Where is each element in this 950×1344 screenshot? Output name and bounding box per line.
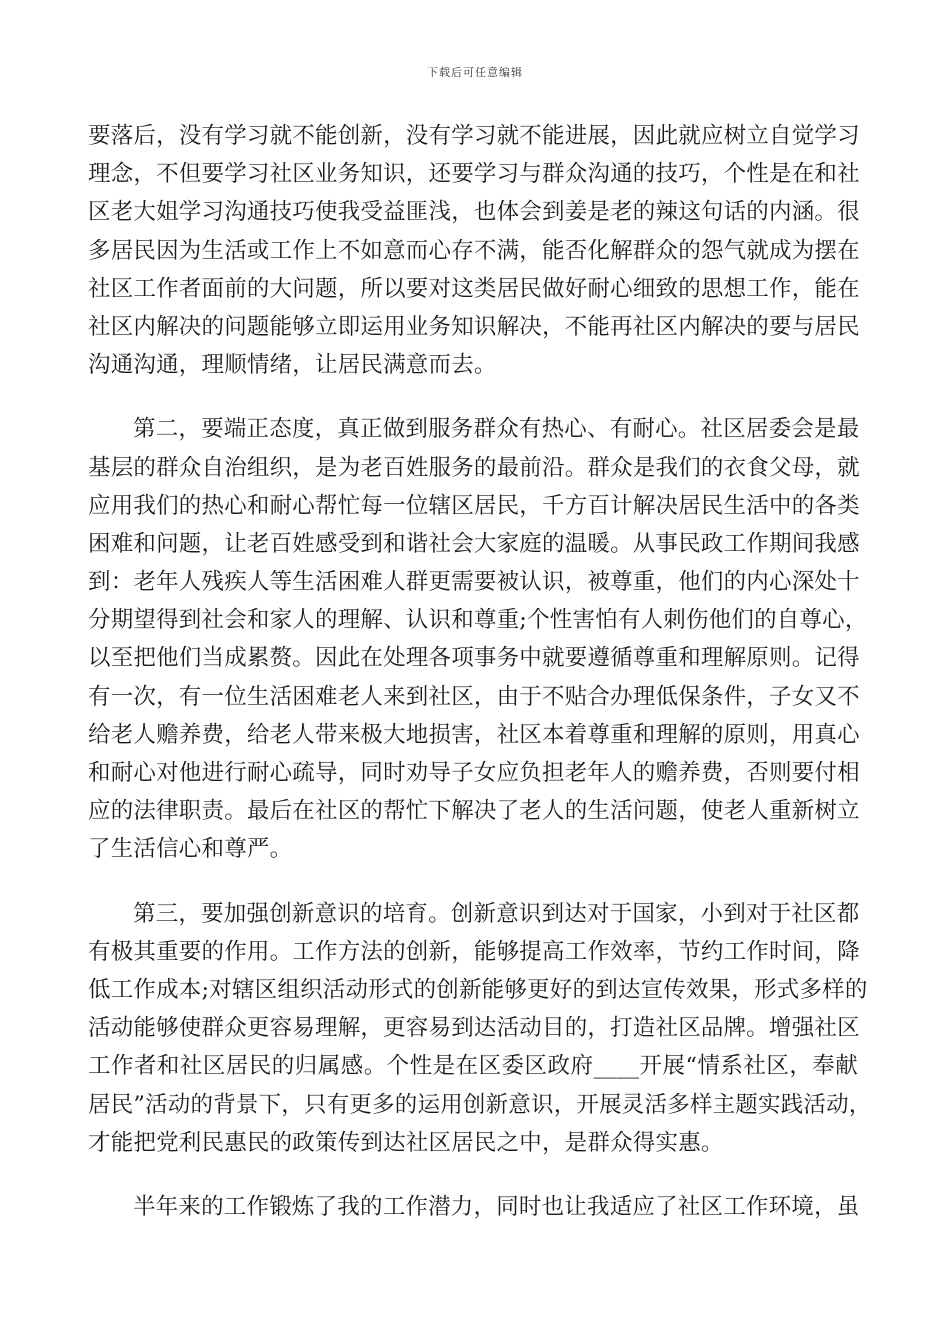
text-line: 活动能够使群众更容易理解，更容易到达活动目的，打造社区品牌。增强社区 <box>88 1015 860 1042</box>
text-line: 了生活信心和尊严。 <box>88 836 293 863</box>
text-line: 多居民因为生活或工作上不如意而心存不满，能否化解群众的怨气就成为摆在 <box>88 237 860 264</box>
text-line: 低工作成本;对辖区组织活动形式的创新能够更好的到达宣传效果，形式多样的 <box>88 976 868 1003</box>
text-line: 以至把他们当成累赘。因此在处理各项事务中就要遵循尊重和理解原则。记得 <box>88 645 860 672</box>
text-line: 社区内解决的问题能够立即运用业务知识解决，不能再社区内解决的要与居民 <box>88 313 860 340</box>
paragraph-1 <box>88 117 858 384</box>
paragraph-gap <box>88 1162 858 1188</box>
paragraph-4 <box>88 1188 858 1226</box>
text-line: 半年来的工作锻炼了我的工作潜力，同时也让我适应了社区工作环境，虽 <box>133 1193 860 1220</box>
text-line: 社区工作者面前的大问题，所以要对这类居民做好耐心细致的思想工作，能在 <box>88 275 860 302</box>
page-header-note: 下载后可任意编辑 <box>427 66 523 79</box>
text-line: 基层的群众自治组织，是为老百姓服务的最前沿。群众是我们的衣食父母，就 <box>88 454 860 481</box>
text-line: 和耐心对他进行耐心疏导，同时劝导子女应负担老年人的赡养费，否则要付相 <box>88 760 860 786</box>
text-line: 困难和问题，让老百姓感受到和谐社会大家庭的温暖。从事民政工作期间我感 <box>88 530 860 557</box>
text-line: 沟通沟通，理顺情绪，让居民满意而去。 <box>88 352 497 379</box>
text-line: 有一次，有一位生活困难老人来到社区，由于不贴合办理低保条件，子女又不 <box>88 683 860 710</box>
document-body <box>88 117 872 1226</box>
text-line: 居民”活动的背景下，只有更多的运用创新意识，开展灵活多样主题实践活动， <box>88 1091 872 1118</box>
text-line: 到：老年人残疾人等生活困难人群更需要被认识，被尊重，他们的内心深处十 <box>88 569 860 596</box>
text-line: 工作者和社区居民的归属感。个性是在区委区政府____开展“情系社区，奉献 <box>88 1053 858 1080</box>
text-line: 才能把党利民惠民的政策传到达社区居民之中，是群众得实惠。 <box>88 1129 724 1156</box>
text-line: 分期望得到社会和家人的理解、认识和尊重;个性害怕有人刺伤他们的自尊心， <box>88 607 868 634</box>
paragraph-2 <box>88 410 868 868</box>
text-line: 给老人赡养费，给老人带来极大地损害，社区本着尊重和理解的原则，用真心 <box>88 721 860 748</box>
text-line: 应的法律职责。最后在社区的帮忙下解决了老人的生活问题，使老人重新树立 <box>88 798 860 825</box>
text-line: 第二，要端正态度，真正做到服务群众有热心、有耐心。社区居委会是最 <box>133 416 860 443</box>
paragraph-gap <box>88 384 858 410</box>
text-line: 第三，要加强创新意识的培育。创新意识到达对于国家，小到对于社区都 <box>133 900 860 927</box>
paragraph-gap <box>88 869 858 895</box>
text-line: 应用我们的热心和耐心帮忙每一位辖区居民，千方百计解决居民生活中的各类 <box>88 492 860 519</box>
paragraph-3 <box>88 895 872 1162</box>
text-line: 有极其重要的作用。工作方法的创新，能够提高工作效率，节约工作时间，降 <box>88 938 860 965</box>
text-line: 理念，不但要学习社区业务知识，还要学习与群众沟通的技巧，个性是在和社 <box>88 161 860 188</box>
text-line: 要落后，没有学习就不能创新，没有学习就不能进展，因此就应树立自觉学习 <box>88 123 860 149</box>
text-line: 区老大姐学习沟通技巧使我受益匪浅，也体会到姜是老的辣这句话的内涵。很 <box>88 199 860 226</box>
